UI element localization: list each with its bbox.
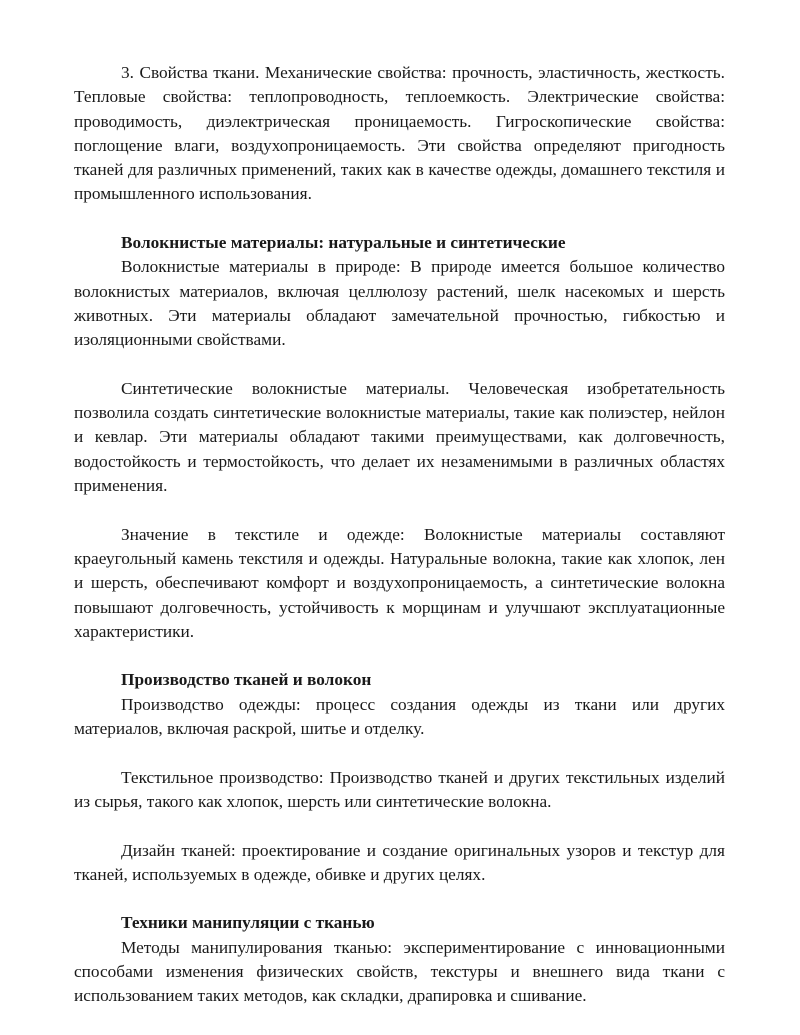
document-page <box>74 61 725 1009</box>
section-heading-techniques: Техники манипуляции с тканью <box>121 913 375 933</box>
paragraph-synthetic-fibers: Синтетические волокнистые материалы. Человеческая изобретательность позволила создать синтетические волокнистые материалы, такие как полиэстер, нейлон и кевлар. Эти материалы обладают такими преимуществами, как долговечность, водостойкость и термостойкость, что делает их незаменимыми в различных областях применения. <box>74 378 725 496</box>
section-heading-fibers: Волокнистые материалы: натуральные и синтетические <box>121 233 566 253</box>
paragraph-manipulation-methods: Методы манипулирования тканью: экспериментирование с инновационными способами изменения физических свойств, текстуры и внешнего вида ткани с использованием таких методов, как складки, драпировка и сшивание. <box>74 937 725 1006</box>
section-heading-production: Производство тканей и волокон <box>121 670 372 690</box>
paragraph-spacer <box>74 741 725 765</box>
paragraph-spacer <box>74 498 725 522</box>
paragraph-textile-production: Текстильное производство: Производство тканей и других текстильных изделий из сырья, такого как хлопок, шерсть или синтетические волокна. <box>74 767 725 811</box>
paragraph-spacer <box>74 644 725 668</box>
paragraph-fabric-design: Дизайн тканей: проектирование и создание оригинальных узоров и текстур для тканей, используемых в одежде, обивке и других целях. <box>74 840 725 884</box>
paragraph-spacer <box>74 814 725 838</box>
paragraph-textile-importance: Значение в текстиле и одежде: Волокнистые материалы составляют краеугольный камень текстиля и одежды. Натуральные волокна, такие как хлопок, лен и шерсть, обеспечивают комфорт и воздухопроницаемость, а синтетические волокна повышают долговечность, устойчивость к морщинам и улучшают эксплуатационные характеристики. <box>74 524 725 641</box>
paragraph-spacer <box>74 353 725 377</box>
paragraph-spacer <box>74 207 725 231</box>
paragraph-fabric-properties: 3. Свойства ткани. Механические свойства: прочность, эластичность, жесткость. Тепловые свойства: теплопроводность, теплоемкость. Электрические свойства: проводимость, диэлектрическая проницаемость. Гигроскопические свойства: поглощение влаги, воздухопроницаемость. Эти свойства определяют пригодность тканей для различных применений, таких как в качестве одежды, домашнего текстиля и промышленного использования. <box>74 63 725 204</box>
paragraph-spacer <box>74 887 725 911</box>
paragraph-natural-fibers: Волокнистые материалы в природе: В природе имеется большое количество волокнистых материалов, включая целлюлозу растений, шелк насекомых и шерсть животных. Эти материалы обладают замечательной прочностью, гибкостью и изоляционными свойствами. <box>74 257 725 350</box>
paragraph-clothing-production: Производство одежды: процесс создания одежды из ткани или других материалов, включая раскрой, шитье и отделку. <box>74 694 725 739</box>
